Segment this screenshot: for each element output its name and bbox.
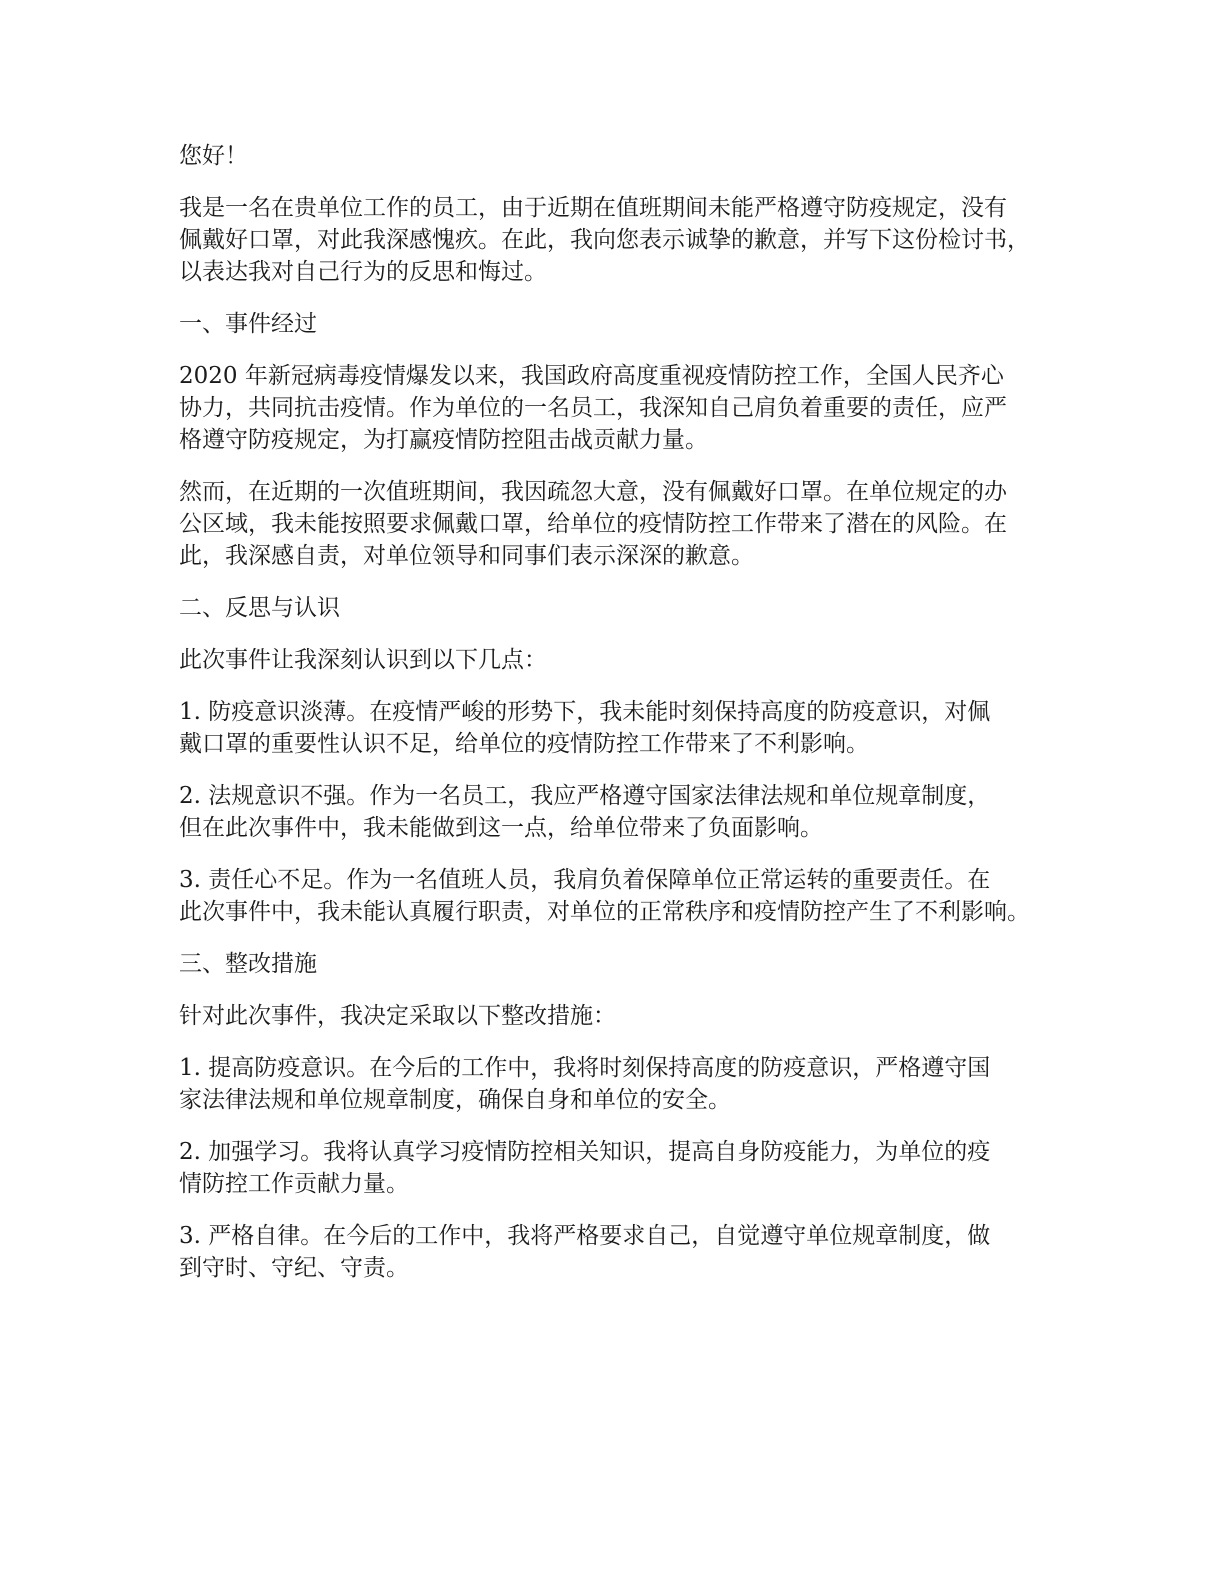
text-line: 针对此次事件，我决定采取以下整改措施： — [179, 1003, 616, 1029]
body-paragraph — [179, 1000, 1049, 1032]
section-heading — [179, 948, 1049, 980]
text-line: 戴口罩的重要性认识不足，给单位的疫情防控工作带来了不利影响。 — [179, 731, 869, 757]
body-paragraph — [179, 476, 1049, 572]
list-item — [179, 1220, 1049, 1284]
text-line: 一、事件经过 — [179, 311, 317, 337]
greeting — [179, 140, 1049, 172]
list-item — [179, 1136, 1049, 1200]
text-line: 2020 年新冠病毒疫情爆发以来，我国政府高度重视疫情防控工作，全国人民齐心 — [179, 363, 1004, 389]
text-line: 情防控工作贡献力量。 — [179, 1171, 409, 1197]
list-item — [179, 780, 1049, 844]
text-line: 您好！ — [179, 143, 248, 169]
text-line: 2. 加强学习。我将认真学习疫情防控相关知识，提高自身防疫能力，为单位的疫 — [179, 1139, 991, 1165]
text-line: 以表达我对自己行为的反思和悔过。 — [179, 259, 547, 285]
text-line: 2. 法规意识不强。作为一名员工，我应严格遵守国家法律法规和单位规章制度， — [179, 783, 991, 809]
text-line: 格遵守防疫规定，为打赢疫情防控阻击战贡献力量。 — [179, 427, 708, 453]
document-body — [179, 140, 1049, 1304]
text-line: 我是一名在贵单位工作的员工，由于近期在值班期间未能严格遵守防疫规定，没有 — [179, 195, 1007, 221]
body-paragraph — [179, 360, 1049, 456]
text-line: 三、整改措施 — [179, 951, 317, 977]
text-line: 3. 责任心不足。作为一名值班人员，我肩负着保障单位正常运转的重要责任。在 — [179, 867, 991, 893]
section-heading — [179, 592, 1049, 624]
text-line: 到守时、守纪、守责。 — [179, 1255, 409, 1281]
text-line: 协力，共同抗击疫情。作为单位的一名员工，我深知自己肩负着重要的责任，应严 — [179, 395, 1007, 421]
section-heading — [179, 308, 1049, 340]
body-paragraph — [179, 644, 1049, 676]
intro-paragraph — [179, 192, 1049, 288]
text-line: 佩戴好口罩，对此我深感愧疚。在此，我向您表示诚挚的歉意，并写下这份检讨书， — [179, 227, 1030, 253]
text-line: 但在此次事件中，我未能做到这一点，给单位带来了负面影响。 — [179, 815, 823, 841]
text-line: 此，我深感自责，对单位领导和同事们表示深深的歉意。 — [179, 543, 754, 569]
list-item — [179, 864, 1049, 928]
text-line: 3. 严格自律。在今后的工作中，我将严格要求自己，自觉遵守单位规章制度，做 — [179, 1223, 991, 1249]
text-line: 1. 防疫意识淡薄。在疫情严峻的形势下，我未能时刻保持高度的防疫意识，对佩 — [179, 699, 991, 725]
text-line: 二、反思与认识 — [179, 595, 340, 621]
text-line: 然而，在近期的一次值班期间，我因疏忽大意，没有佩戴好口罩。在单位规定的办 — [179, 479, 1007, 505]
list-item — [179, 696, 1049, 760]
text-line: 1. 提高防疫意识。在今后的工作中，我将时刻保持高度的防疫意识，严格遵守国 — [179, 1055, 991, 1081]
text-line: 此次事件让我深刻认识到以下几点： — [179, 647, 547, 673]
text-line: 此次事件中，我未能认真履行职责，对单位的正常秩序和疫情防控产生了不利影响。 — [179, 899, 1030, 925]
text-line: 家法律法规和单位规章制度，确保自身和单位的安全。 — [179, 1087, 731, 1113]
text-line: 公区域，我未能按照要求佩戴口罩，给单位的疫情防控工作带来了潜在的风险。在 — [179, 511, 1007, 537]
list-item — [179, 1052, 1049, 1116]
